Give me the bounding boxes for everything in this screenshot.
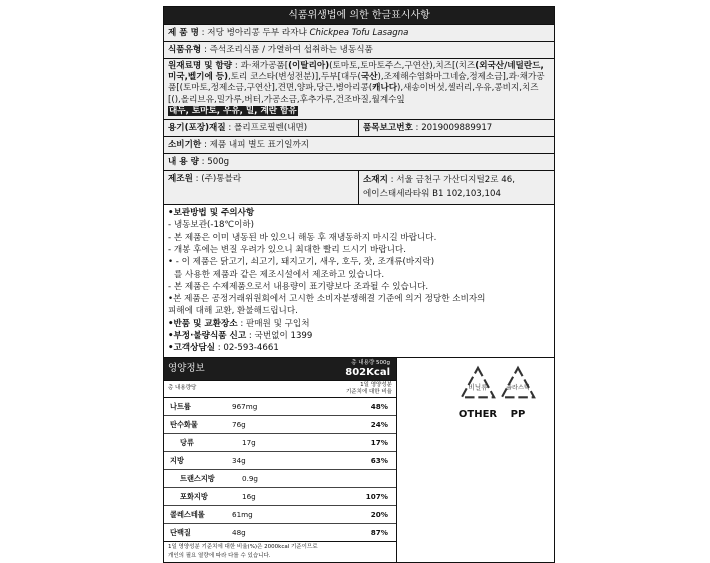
nutrient-percent: 63% [370,455,388,465]
returns-value: : 판매원 및 구입처 [240,318,310,329]
ingredients-part2: (토마토,토마토주스,구연산),치즈[(치즈 [329,61,476,71]
packaging-value: 폴리프로필렌(내면) [234,123,308,134]
report-value: : 국번없이 1399 [248,330,313,341]
nutrition-row [164,416,396,434]
packaging-report-row: 용기(포장)재질 : 폴리프로필렌(내면) 품목보고번호 : 2019009889917 [164,119,554,136]
report-line [168,330,550,342]
nutrition-footnote-1: 1일 영양성분 기준치에 대한 비율(%)은 2000kcal 기준이므로 [168,543,318,550]
recycle-triangle-icon [499,365,537,403]
storage-line: - 냉동보관(-18℃이하) [168,220,255,231]
storage-section [164,204,554,357]
storage-line: 피해에 대해 교환, 환불해드립니다. [168,306,298,317]
volume-value: 500g [207,157,230,168]
recycle-mark-pp [488,365,548,420]
address-value-2: 에이스태세라타워 B1 102,103,104 [363,189,501,200]
storage-line: - 본 제품은 이미 냉동된 바 있으니 해동 후 재냉동하지 마시길 바랍니다. [168,232,437,243]
nutrient-percent: 48% [370,401,388,411]
nutrition-header [164,358,396,381]
nutrition-row [164,398,396,416]
nutrition-row [164,488,396,506]
volume-label: 내 용 량 [168,157,199,168]
report-no-value: 2019009889917 [421,123,493,134]
maker-row: 제조원 : (주)통블라 소재지 : 서울 금천구 가산디지털2로 46, 에이스태세라타워 B1 102,103,104 [164,170,554,204]
nutrition-per-total: 총 내용량당 [168,384,197,391]
nutrition-row [164,434,396,452]
nutrition-row [164,470,396,488]
food-type-label: 식품유형 [168,45,202,55]
nutrient-amount: 967mg [232,401,258,411]
storage-line: - 본 제품은 수제제품으로서 내용량이 표기량보다 조과될 수 있습니다. [168,281,429,292]
ingredients-part5: ),새송이버섯,셀러리,우유,콩비지,치즈[(),올리브유,밀가루,버터,가공소금,후추가루,건조바질,월계수잎 [168,83,539,105]
nutrient-name: 콜레스테롤 [170,509,205,519]
expiry-value: 제품 내피 별도 표기일까지 [209,140,310,151]
nutrient-percent [312,470,396,487]
ingredients-row: 원재료명 및 함량 : 과·채가공품[(이탈리아)(토마토,토마토주스,구연산),치즈[(치즈(외국산/네덜란드,미국,벨기에 등),토리 코스타(변성전분)],두부[대두(국산),조제해수염화마그네슘,정제소금],과·채가공품[(토마토,정제소금,구연산],견면,양파,당근,병아리콩(캐나다),새송이버섯,셀러리,우유,콩비지,치즈[(),올리브유,밀가루,버터,가공소금,후추가루,건조바질,월계수잎 대두, 토마토, 우유, 밀, 계란 함유 [164,58,554,119]
nutrient-name: 탄수화물 [170,419,198,429]
nutrient-amount: 76g [232,419,246,429]
nutrient-name: 나트륨 [170,401,191,411]
expiry-row: 소비기한 : 제품 내피 별도 표기일까지 [164,136,554,153]
nutrient-amount: 17g [242,437,256,447]
nutrition-daily-label-1: 1일 영양성분 [360,381,392,388]
nutrient-percent: 20% [370,509,388,519]
nutrition-row [164,452,396,470]
nutrient-percent: 87% [370,527,388,537]
food-type-row: 식품유형 : 즉석조리식품 / 가열하여 섭취하는 냉동식품 [164,41,554,58]
nutrient-name: 지방 [170,455,184,465]
food-type-value: 즉석조리식품 / 가열하여 섭취하는 냉동식품 [209,45,373,55]
ingredients-origin-canada: 캐나다 [372,83,398,94]
product-name-label: 제 품 명 [168,28,199,38]
label-title: 식품위생법에 의한 한글표시사항 [164,7,554,24]
address-label: 소재지 [363,175,388,186]
maker-value: (주)통블라 [201,174,242,185]
nutrition-kcal: 802Kcal [345,366,390,378]
cs-value: : 02-593-4661 [217,343,279,354]
address-value: 서울 금천구 가산디지털2로 46, [396,175,515,186]
recycle-inner-text: 플라스틱 [506,384,530,392]
storage-heading: •보관방법 및 주의사항 [168,208,255,219]
product-name-english: Chickpea Tofu Lasagna [309,28,409,38]
nutrient-amount: 61mg [232,509,253,519]
nutrition-subheader [164,381,396,398]
nutrient-percent: 17% [370,437,388,447]
nutrition-rows [164,398,396,542]
nutrition-title: 영양정보 [164,358,288,380]
volume-row: 내 용 량 : 500g [164,153,554,170]
nutrient-amount: 34g [232,455,246,465]
report-no-label: 품목보고번호 [363,123,413,134]
returns-label: •반품 및 교환장소 [168,318,238,329]
nutrient-name: 단백질 [170,527,191,537]
nutrient-amount: 48g [232,527,246,537]
nutrient-percent: 107% [365,491,388,501]
cs-line [168,342,550,354]
ingredients-part4: ),조제해수염화마그네슘,정제소금],과·채가공품[(토마토,정제소금,구연산],견면,양파,당근,병아리콩( [168,72,545,94]
storage-line: 를 사용한 제품과 같은 제조시설에서 제조하고 있습니다. [174,269,385,280]
nutrient-amount: 16g [242,491,256,501]
packaging-label: 용기(포장)재질 [168,123,226,134]
ingredients-label: 원재료명 및 함량 [168,61,233,71]
nutrition-row [164,524,396,542]
allergen-notice: 대두, 토마토, 우유, 밀, 계란 함유 [169,105,297,116]
ingredients-part3: ,토리 코스타(변성전분)],두부[대두( [228,72,361,83]
nutrition-footnote [164,542,396,562]
report-label: •부정·불량식품 신고 [168,330,247,341]
product-name-value: 저당 병아리콩 두부 라자냐 [207,28,310,38]
ingredients-part1: 과·채가공품[ [240,61,289,71]
nutrient-name: 트랜스지방 [180,473,215,483]
nutrition-total-label: 총 내용량 500g [351,359,390,366]
storage-line: - 개봉 후에는 변질 우려가 있으니 최대한 빨리 드시기 바랍니다. [168,244,406,255]
nutrition-daily-label-2: 기준치에 대한 비율 [345,388,392,395]
storage-line: •본 제품은 공정거래위원회에서 고시한 소비자분쟁해결 기준에 의거 정당한 소비자의 [168,294,486,305]
storage-line: • - 이 제품은 닭고기, 쇠고기, 돼지고기, 새우, 호두, 잣, 조개류(바지락) [168,257,435,268]
ingredients-origin-cheese: (외국산/네덜란드,미국,벨기에 등) [168,61,544,83]
expiry-label: 소비기한 [168,140,202,151]
maker-label: 제조원 [168,174,193,185]
ingredients-origin-italy: (이탈리아) [288,61,330,71]
food-label [163,6,555,563]
nutrition-table [164,358,397,562]
cs-label: •고객상담실 [168,343,216,354]
product-name-row: 제 품 명 : 저당 병아리콩 두부 라자냐 Chickpea Tofu Lasagna [164,24,554,41]
nutrition-footnote-2: 개인의 필요 열량에 따라 다를 수 있습니다. [168,552,271,559]
recycle-label: OTHER [458,409,498,420]
nutrient-name: 당류 [180,437,194,447]
recycle-label: PP [510,409,526,420]
recycle-inner-text: 비닐류 [468,383,488,392]
nutrient-name: 포화지방 [180,491,208,501]
nutrition-row [164,506,396,524]
nutrient-amount: 0.9g [242,473,258,483]
returns-line [168,318,550,330]
ingredients-origin-korea: 국산 [360,72,378,83]
nutrient-percent: 24% [370,419,388,429]
